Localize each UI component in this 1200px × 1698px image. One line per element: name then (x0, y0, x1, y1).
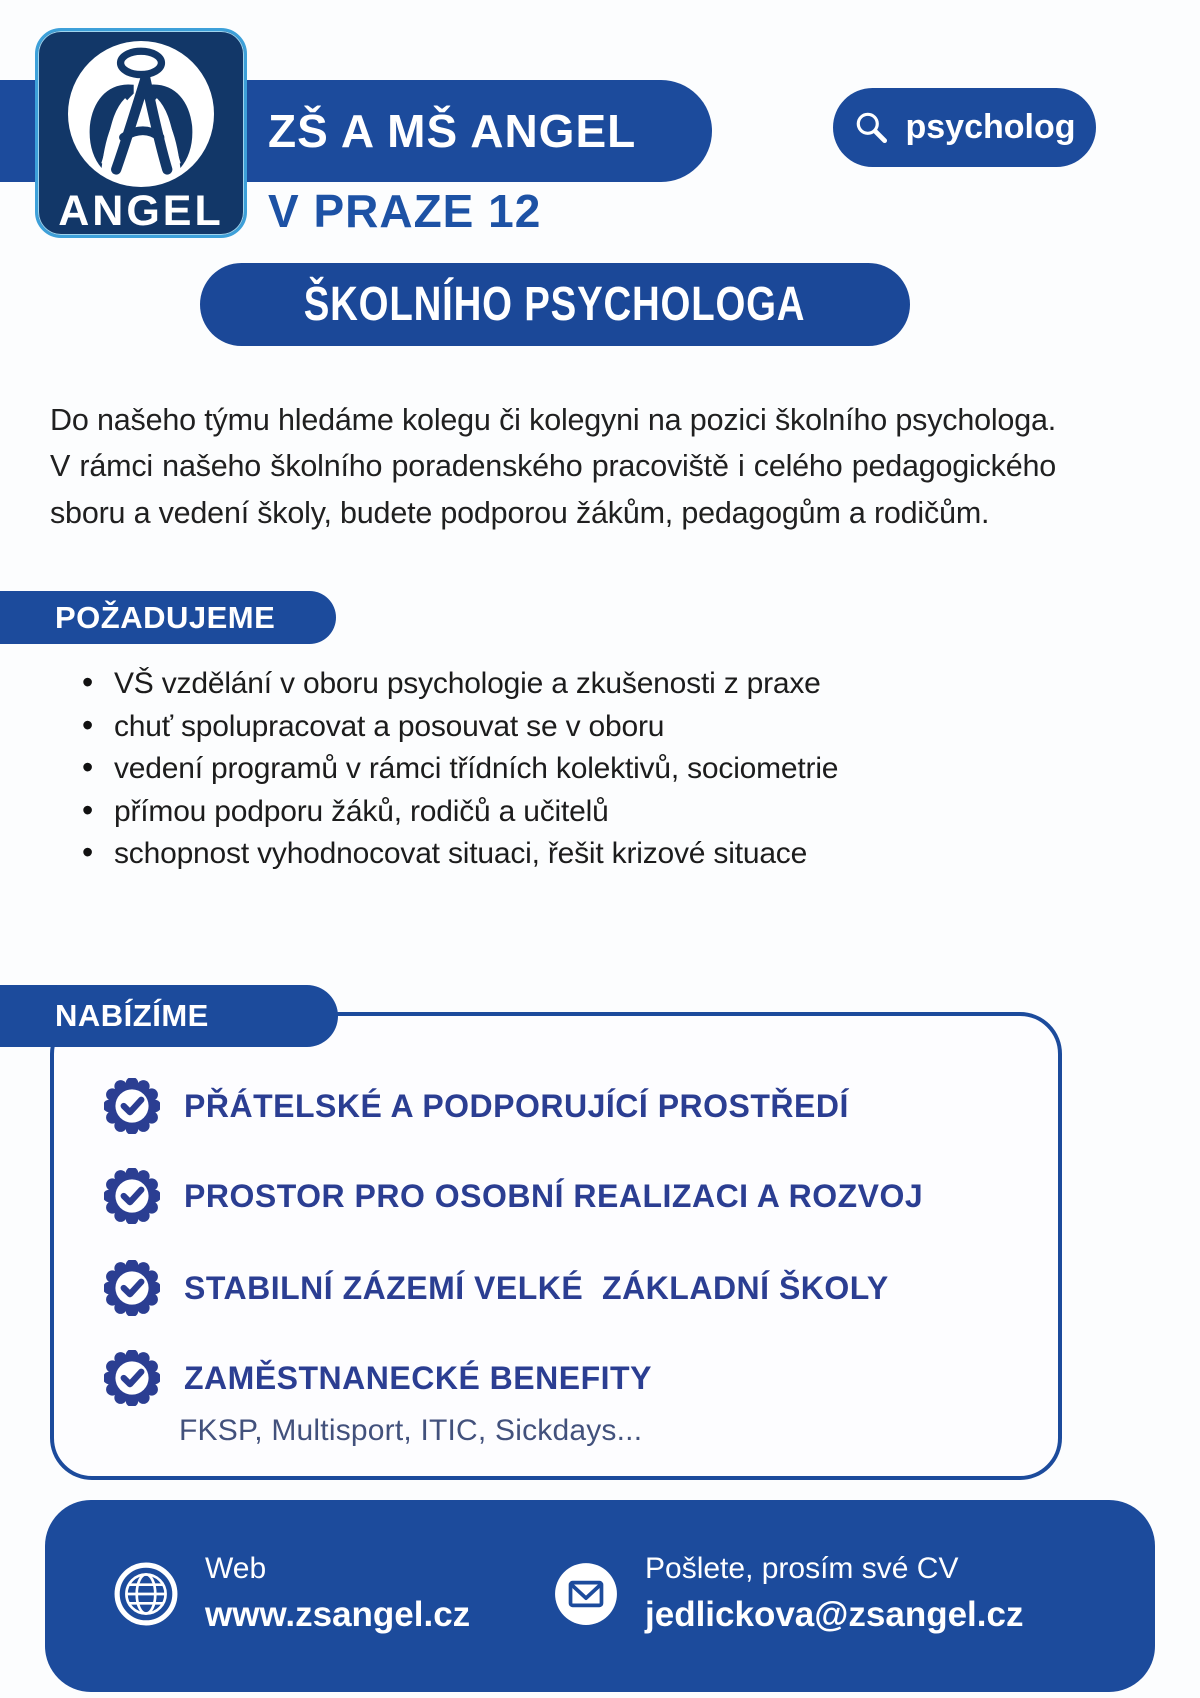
offer-item-label: PŘÁTELSKÉ A PODPORUJÍCÍ PROSTŘEDÍ (184, 1087, 849, 1124)
offer-item (104, 1078, 849, 1134)
job-title: ŠKOLNÍHO PSYCHOLOGA (304, 278, 806, 331)
offer-item (104, 1168, 923, 1224)
cv-email-link[interactable]: jedlickova@zsangel.cz (645, 1595, 1024, 1634)
school-logo (35, 28, 247, 238)
angel-emblem-icon (68, 41, 214, 187)
position-tag-label: psycholog (905, 108, 1076, 146)
position-tag (833, 88, 1096, 167)
offer-item-label: PROSTOR PRO OSOBNÍ REALIZACI A ROZVOJ (184, 1177, 924, 1214)
email-contact (553, 1552, 1023, 1635)
cv-label: Pošlete, prosím své CV (645, 1552, 959, 1585)
search-icon (853, 109, 891, 147)
badge-check-icon (104, 1168, 160, 1224)
intro-paragraph: Do našeho týmu hledáme kolegu či kolegyni na pozici školního psychologa. V rámci našeho školního poradenského pracoviště i celého pedagogického sboru a vedení školy, budete podporou žákům, pedagogům a rodičům. (50, 402, 1056, 531)
requirement-item: • VŠ vzdělání v oboru psychologie a zkušenosti z praxe (78, 668, 1038, 700)
contact-footer (45, 1500, 1155, 1692)
globe-icon (113, 1561, 179, 1627)
offer-box (50, 1012, 1062, 1480)
school-name: ZŠ A MŠ ANGEL (268, 105, 637, 157)
offer-item (104, 1350, 652, 1406)
school-city: V PRAZE 12 (268, 185, 542, 237)
envelope-icon (553, 1561, 619, 1627)
requirement-item: • schopnost vyhodnocovat situaci, řešit krizové situace (78, 838, 1038, 870)
requirement-item: • vedení programů v rámci třídních kolektivů, sociometrie (78, 753, 1038, 785)
offer-item-detail: FKSP, Multisport, ITIC, Sickdays... (179, 1414, 643, 1447)
requirement-item: • chuť spolupracovat a posouvat se v oboru (78, 711, 1038, 743)
badge-check-icon (104, 1350, 160, 1406)
badge-check-icon (104, 1260, 160, 1316)
requirements-list (78, 668, 1038, 881)
requirement-item: • přímou podporu žáků, rodičů a učitelů (78, 796, 1038, 828)
web-url-link[interactable]: www.zsangel.cz (205, 1595, 471, 1634)
badge-check-icon (104, 1078, 160, 1134)
web-label: Web (205, 1552, 267, 1585)
offer-item (104, 1260, 889, 1316)
offer-item-label: ZAMĚSTNANECKÉ BENEFITY (184, 1359, 652, 1396)
requirements-heading: POŽADUJEME (0, 591, 336, 644)
offer-heading: NABÍZÍME (0, 985, 338, 1047)
web-contact (113, 1552, 470, 1635)
job-title-banner (200, 263, 910, 346)
offer-item-label: STABILNÍ ZÁZEMÍ VELKÉ ZÁKLADNÍ ŠKOLY (184, 1269, 889, 1306)
logo-wordmark: ANGEL (58, 187, 224, 235)
